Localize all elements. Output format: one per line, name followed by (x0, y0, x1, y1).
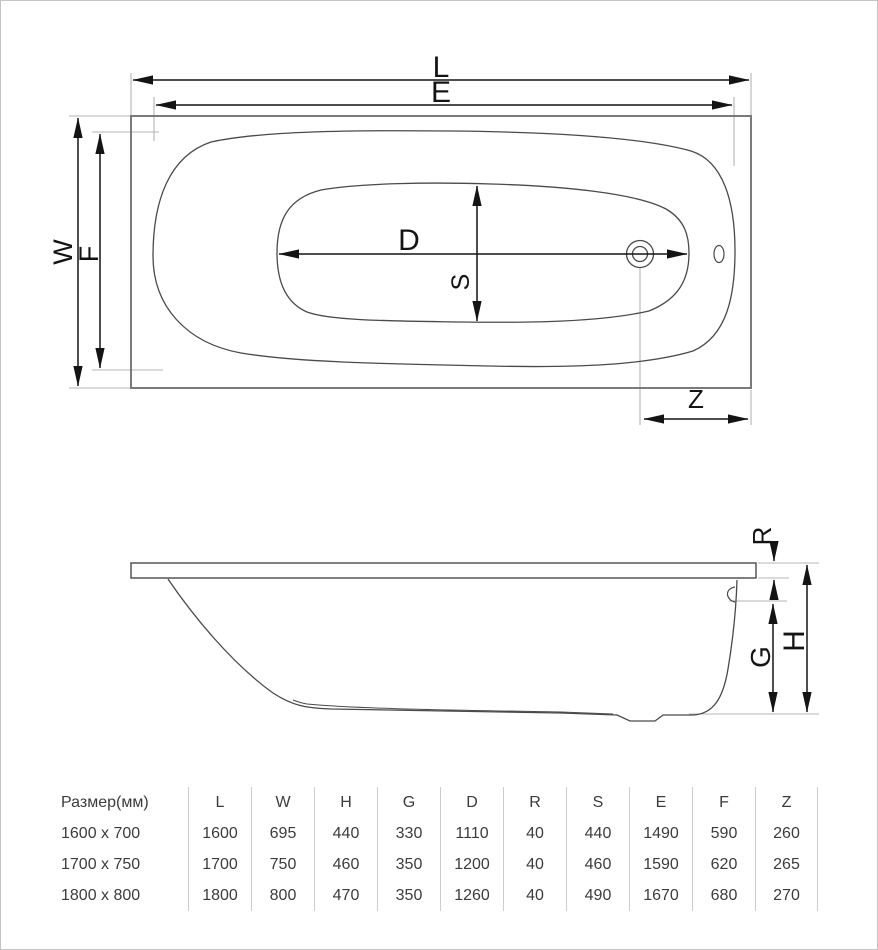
table-cell: 440 (314, 818, 377, 849)
table-header-Z: Z (755, 787, 818, 818)
dim-label-R: R (747, 526, 777, 546)
table-header-H: H (314, 787, 377, 818)
table-cell: 1200 (440, 849, 503, 880)
tub-outer-panel (131, 116, 751, 388)
table-cell: 460 (566, 849, 629, 880)
tub-bottom-line (293, 700, 613, 714)
table-cell: 470 (314, 880, 377, 911)
side-view-dimension-lines (773, 544, 807, 712)
table-cell: 695 (251, 818, 314, 849)
side-view (131, 527, 819, 721)
table-cell: 1590 (629, 849, 692, 880)
table-header-L: L (188, 787, 251, 818)
table-cell: 750 (251, 849, 314, 880)
overflow-hole (714, 246, 724, 263)
table-header-G: G (377, 787, 440, 818)
table-cell: 40 (503, 818, 566, 849)
side-rim-bar (131, 563, 756, 578)
table-cell: 440 (566, 818, 629, 849)
table-cell: 1490 (629, 818, 692, 849)
table-header-W: W (251, 787, 314, 818)
table-cell: 680 (692, 880, 755, 911)
dim-label-G: G (745, 646, 776, 668)
dim-label-W: W (48, 239, 78, 265)
table-cell: 800 (251, 880, 314, 911)
dim-label-L: L (432, 51, 450, 84)
table-cell: 350 (377, 849, 440, 880)
table-header-E: E (629, 787, 692, 818)
table-cell: 1260 (440, 880, 503, 911)
dim-label-D: D (398, 224, 420, 257)
drawing-views (1, 1, 877, 781)
overflow-bump (727, 587, 735, 602)
dim-label-E: E (430, 76, 452, 109)
table-cell: 490 (566, 880, 629, 911)
table-cell: 40 (503, 880, 566, 911)
table-cell: 1600 (188, 818, 251, 849)
dim-label-F: F (74, 245, 104, 263)
dimension-table (59, 787, 819, 911)
table-cell: 350 (377, 880, 440, 911)
table-cell: 1700 (188, 849, 251, 880)
rim-contour (153, 131, 735, 367)
table-cell: 40 (503, 849, 566, 880)
table-cell: 330 (377, 818, 440, 849)
table-cell: 1700 x 750 (61, 856, 141, 873)
table-cell: 1670 (629, 880, 692, 911)
table-cell: 620 (692, 849, 755, 880)
table-header-R: R (503, 787, 566, 818)
table-cell: 270 (755, 880, 818, 911)
dim-label-H: H (778, 630, 811, 652)
table-cell: 265 (755, 849, 818, 880)
table-cell: 1110 (440, 818, 503, 849)
table-header-D: D (440, 787, 503, 818)
table-cell: 590 (692, 818, 755, 849)
top-view (48, 51, 751, 425)
table-cell: 1800 (188, 880, 251, 911)
table-header-size: Размер(мм) (61, 794, 149, 811)
table-cell: 1600 x 700 (61, 825, 141, 842)
table-header-F: F (692, 787, 755, 818)
table-cell: 260 (755, 818, 818, 849)
dim-label-S: S (447, 273, 475, 291)
tub-profile (168, 579, 737, 721)
table-cell: 460 (314, 849, 377, 880)
dim-label-Z: Z (688, 384, 704, 414)
table-cell: 1800 x 800 (61, 887, 141, 904)
table-header-S: S (566, 787, 629, 818)
